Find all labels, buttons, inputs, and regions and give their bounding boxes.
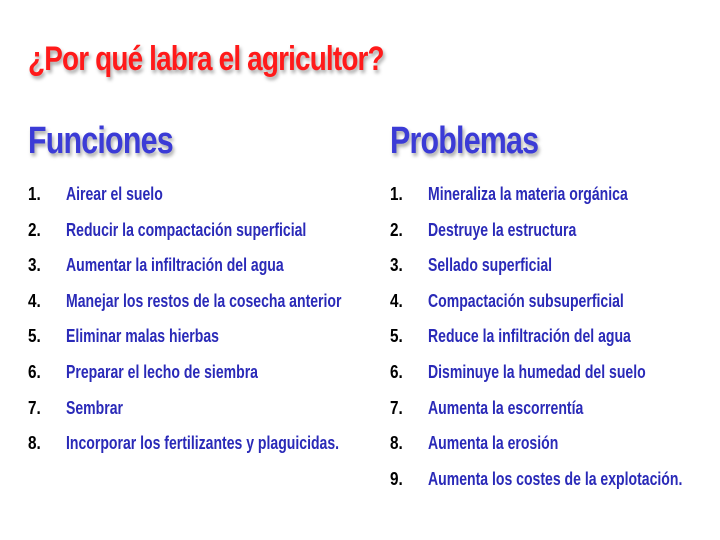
list-item [28, 255, 368, 291]
item-number: 6. [390, 361, 403, 382]
item-number: 8. [390, 433, 403, 454]
problemas-heading: Problemas [390, 120, 539, 162]
funciones-column [28, 120, 368, 469]
list-item [390, 220, 720, 256]
item-number: 7. [28, 397, 41, 418]
list-item [28, 326, 368, 362]
list-item [28, 362, 368, 398]
item-text: Aumenta los costes de la explotación. [428, 468, 683, 489]
funciones-list [28, 184, 368, 469]
item-number: 5. [28, 326, 41, 347]
item-text: Disminuye la humedad del suelo [428, 361, 646, 382]
item-text: Aumentar la infiltración del agua [66, 255, 284, 276]
item-number: 4. [390, 290, 403, 311]
funciones-heading: Funciones [28, 120, 173, 162]
item-text: Manejar los restos de la cosecha anterior [66, 290, 342, 311]
list-item [390, 184, 720, 220]
list-item [28, 220, 368, 256]
list-item [390, 255, 720, 291]
item-number: 2. [28, 219, 41, 240]
slide-title: ¿Por qué labra el agricultor? [28, 40, 384, 78]
item-text: Aumenta la erosión [428, 433, 559, 454]
item-number: 9. [390, 468, 403, 489]
list-item [28, 184, 368, 220]
item-number: 5. [390, 326, 403, 347]
list-item [390, 433, 720, 469]
list-item [28, 398, 368, 434]
item-text: Destruye la estructura [428, 219, 577, 240]
item-text: Mineraliza la materia orgánica [428, 184, 628, 204]
list-item [390, 291, 720, 327]
list-item [390, 469, 720, 505]
list-item [390, 398, 720, 434]
item-text: Reducir la compactación superficial [66, 219, 307, 240]
list-item [390, 326, 720, 362]
item-number: 3. [28, 255, 41, 276]
item-number: 1. [390, 184, 403, 204]
item-text: Aumenta la escorrentía [428, 397, 584, 418]
list-item [28, 291, 368, 327]
item-text: Sellado superficial [428, 255, 553, 276]
item-text: Reduce la infiltración del agua [428, 326, 631, 347]
item-number: 2. [390, 219, 403, 240]
problemas-list [390, 184, 720, 504]
item-number: 8. [28, 433, 41, 454]
item-number: 4. [28, 290, 41, 311]
item-text: Incorporar los fertilizantes y plaguicidas. [66, 433, 340, 454]
item-text: Sembrar [66, 397, 123, 418]
item-text: Compactación subsuperficial [428, 290, 624, 311]
list-item [28, 433, 368, 469]
item-text: Eliminar malas hierbas [66, 326, 219, 347]
item-text: Preparar el lecho de siembra [66, 361, 258, 382]
problemas-column [390, 120, 720, 504]
list-item [390, 362, 720, 398]
item-number: 7. [390, 397, 403, 418]
item-number: 1. [28, 184, 41, 204]
item-number: 6. [28, 361, 41, 382]
item-text: Airear el suelo [66, 184, 163, 204]
item-number: 3. [390, 255, 403, 276]
